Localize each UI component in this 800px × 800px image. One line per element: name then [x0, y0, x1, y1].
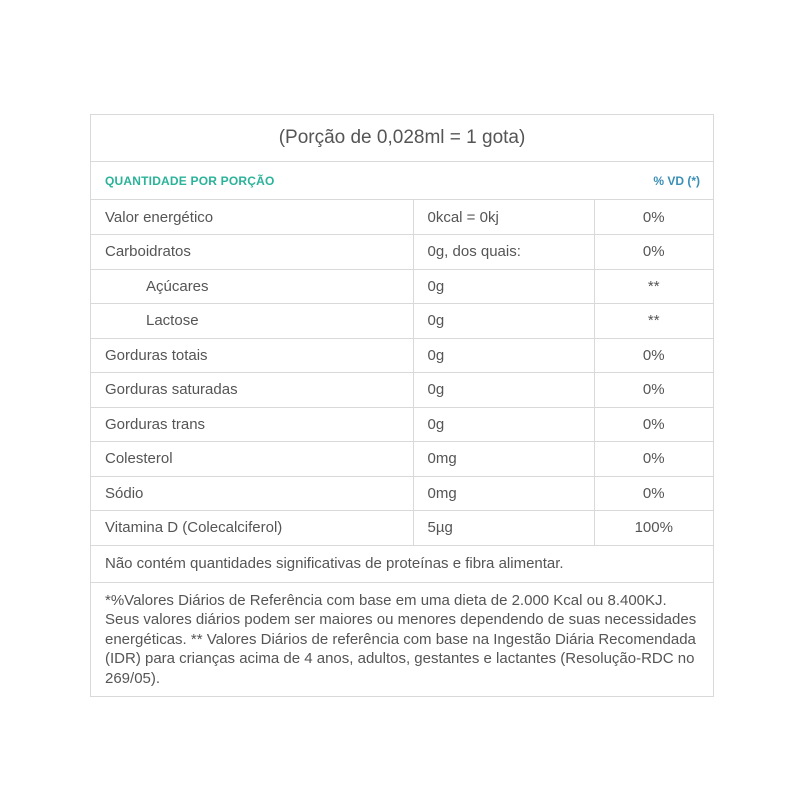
nutrient-daily-value: **: [594, 304, 713, 339]
table-row: [91, 338, 713, 373]
nutrient-amount: 0mg: [413, 442, 594, 477]
nutrient-name: Açúcares: [91, 269, 413, 304]
table-row: [91, 304, 713, 339]
nutrient-name: Gorduras totais: [91, 338, 413, 373]
nutrient-amount: 0g: [413, 269, 594, 304]
table-row: [91, 269, 713, 304]
nutrient-daily-value: 0%: [594, 373, 713, 408]
nutrient-daily-value: 0%: [594, 476, 713, 511]
serving-size-title: (Porção de 0,028ml = 1 gota): [91, 115, 713, 162]
table-row: [91, 373, 713, 408]
nutrient-table: [91, 200, 713, 546]
table-row: [91, 476, 713, 511]
nutrient-name: Vitamina D (Colecalciferol): [91, 511, 413, 546]
nutrient-name: Gorduras trans: [91, 407, 413, 442]
nutrient-name: Gorduras saturadas: [91, 373, 413, 408]
nutrient-amount: 0g: [413, 338, 594, 373]
nutrient-name: Colesterol: [91, 442, 413, 477]
nutrient-daily-value: 100%: [594, 511, 713, 546]
nutrient-amount: 0g: [413, 407, 594, 442]
nutrient-amount: 5µg: [413, 511, 594, 546]
nutrient-amount: 0g: [413, 304, 594, 339]
table-row: [91, 511, 713, 546]
daily-value-header: % VD (*): [653, 173, 700, 188]
nutrient-daily-value: **: [594, 269, 713, 304]
nutrient-daily-value: 0%: [594, 235, 713, 270]
table-row: [91, 200, 713, 235]
nutrient-name: Carboidratos: [91, 235, 413, 270]
daily-values-footnote: *%Valores Diários de Referência com base em uma dieta de 2.000 Kcal ou 8.400KJ. Seus valores diários podem ser maiores ou menores dependendo de suas necessidades energéticas. ** Valores Diários de referência com base na Ingestão Diária Recomendada (IDR) para crianças acima de 4 anos, adultos, gestantes e lactantes (Resolução-RDC no 269/05).: [105, 591, 697, 687]
protein-fiber-note: Não contém quantidades significativas de proteínas e fibra alimentar.: [91, 546, 713, 583]
nutrient-amount: 0mg: [413, 476, 594, 511]
nutrient-name: Sódio: [91, 476, 413, 511]
table-row: [91, 235, 713, 270]
nutrient-amount: 0g, dos quais:: [413, 235, 594, 270]
table-header: [91, 162, 713, 200]
table-row: [91, 442, 713, 477]
nutrient-daily-value: 0%: [594, 442, 713, 477]
nutrient-name: Valor energético: [91, 200, 413, 235]
nutrient-amount: 0kcal = 0kj: [413, 200, 594, 235]
nutrient-daily-value: 0%: [594, 338, 713, 373]
nutrient-name: Lactose: [91, 304, 413, 339]
nutrition-facts-table: [90, 114, 714, 697]
nutrient-amount: 0g: [413, 373, 594, 408]
nutrient-daily-value: 0%: [594, 200, 713, 235]
nutrient-daily-value: 0%: [594, 407, 713, 442]
table-row: [91, 407, 713, 442]
quantity-per-serving-header: QUANTIDADE POR PORÇÃO: [105, 173, 275, 188]
